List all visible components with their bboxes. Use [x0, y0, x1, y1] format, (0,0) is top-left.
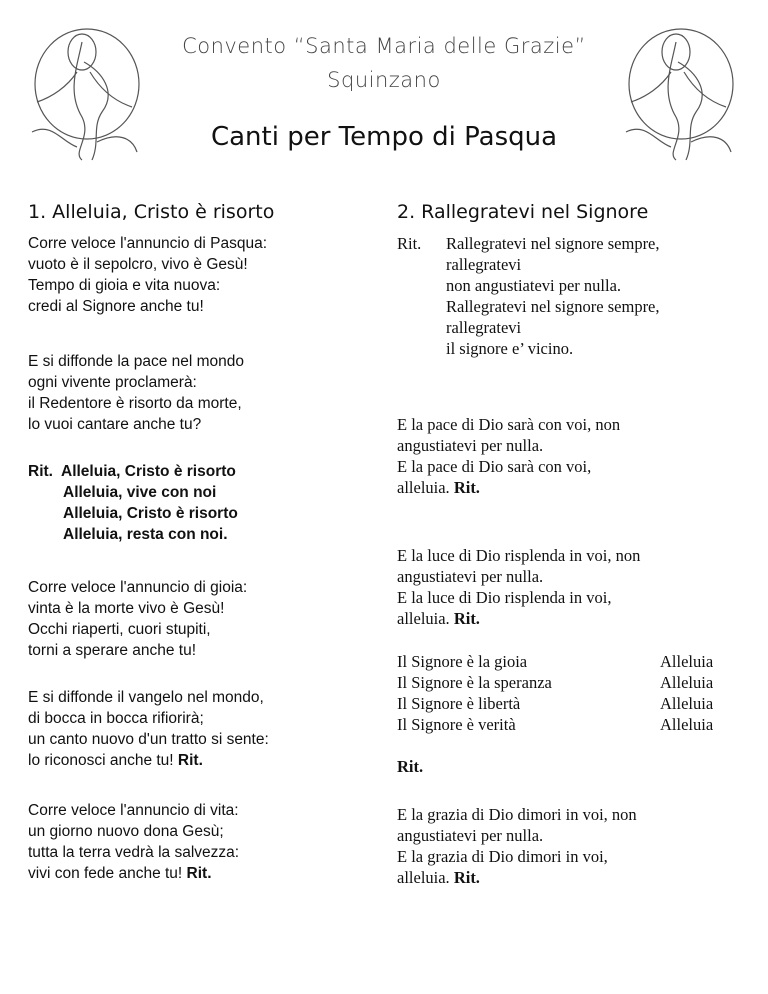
lyric-line: E la luce di Dio risplenda in voi, — [397, 588, 612, 607]
rit-marker: Rit. — [453, 609, 480, 628]
lyric-line: E la pace di Dio sarà con voi, non — [397, 415, 621, 434]
litany-response: Alleluia — [660, 673, 714, 692]
lyric-line: E si diffonde il vangelo nel mondo, — [28, 689, 264, 706]
lyric-line: ogni vivente proclamerà: — [28, 374, 197, 391]
lyric-line: un giorno nuovo dona Gesù; — [28, 823, 224, 840]
song2-title: 2. Rallegratevi nel Signore — [397, 201, 649, 223]
lyric-line: alleluia. — [397, 478, 454, 497]
rit-label: Rit. — [397, 234, 422, 253]
rit-marker: Rit. — [177, 752, 203, 769]
litany-line: Il Signore è la speranza — [397, 673, 552, 692]
rit-marker: Rit. — [453, 478, 480, 497]
song1-refrain — [28, 461, 238, 545]
song2-verse3 — [397, 804, 637, 888]
litany-line: Il Signore è libertà — [397, 694, 521, 713]
song1-verse2 — [28, 351, 244, 435]
lyric-line: angustiatevi per nulla. — [397, 567, 544, 586]
song2-verse1 — [397, 414, 620, 498]
lyric-line: E la pace di Dio sarà con voi, — [397, 457, 592, 476]
song1-verse4 — [28, 687, 269, 771]
song1-verse5 — [28, 800, 239, 884]
song2-verse2 — [397, 545, 640, 629]
lyric-line: E si diffonde la pace nel mondo — [28, 353, 245, 370]
lyric-line: vuoto è il sepolcro, vivo è Gesù! — [28, 256, 248, 273]
lyric-line: Corre veloce l'annuncio di Pasqua: — [28, 235, 268, 252]
refrain-line: rallegratevi — [446, 318, 522, 337]
refrain-line: Alleluia, resta con noi. — [63, 526, 228, 543]
lyric-line: vivi con fede anche tu! — [28, 865, 187, 882]
lyric-line: torni a sperare anche tu! — [28, 642, 197, 659]
lyric-line: E la grazia di Dio dimori in voi, non — [397, 805, 637, 824]
lyric-line: E la grazia di Dio dimori in voi, — [397, 847, 608, 866]
lyric-line: Occhi riaperti, cuori stupiti, — [28, 621, 211, 638]
lyric-line: credi al Signore anche tu! — [28, 298, 204, 315]
lyric-line: di bocca in bocca rifiorirà; — [28, 710, 204, 727]
song1-verse1 — [28, 233, 267, 317]
lyric-line: un canto nuovo d'un tratto si sente: — [28, 731, 269, 748]
rit-marker: Rit. — [186, 865, 212, 882]
song2-rit: Rit. — [397, 757, 424, 776]
town-name: Squinzano — [327, 68, 441, 92]
litany-response: Alleluia — [660, 715, 714, 734]
litany-response: Alleluia — [660, 652, 714, 671]
refrain-line: Rit. Alleluia, Cristo è risorto — [28, 463, 236, 480]
lyric-line: vinta è la morte vivo è Gesù! — [28, 600, 225, 617]
refrain-line: il signore e’ vicino. — [446, 339, 574, 358]
rit-marker: Rit. — [453, 868, 480, 887]
lyric-line: lo riconosci anche tu! — [28, 752, 178, 769]
lyric-line: angustiatevi per nulla. — [397, 436, 544, 455]
refrain-line: Alleluia, vive con noi — [63, 484, 217, 501]
lyric-line: alleluia. — [397, 868, 454, 887]
song1-title: 1. Alleluia, Cristo è risorto — [28, 201, 275, 223]
litany-line: Il Signore è verità — [397, 715, 516, 734]
song2-litany — [397, 651, 732, 735]
lyric-line: tutta la terra vedrà la salvezza: — [28, 844, 240, 861]
refrain-line: non angustiatevi per nulla. — [446, 276, 622, 295]
page-title: Canti per Tempo di Pasqua — [210, 122, 558, 152]
refrain-line: Rallegratevi nel signore sempre, — [446, 297, 660, 316]
lyric-line: il Redentore è risorto da morte, — [28, 395, 242, 412]
lyric-line: Corre veloce l'annuncio di vita: — [28, 802, 239, 819]
refrain-line: rallegratevi — [446, 255, 522, 274]
litany-line: Il Signore è la gioia — [397, 652, 528, 671]
lyric-line: lo vuoi cantare anche tu? — [28, 416, 202, 433]
lyric-line: E la luce di Dio risplenda in voi, non — [397, 546, 641, 565]
song1-verse3 — [28, 577, 247, 661]
lyric-line: Tempo di gioia e vita nuova: — [28, 277, 221, 294]
refrain-line: Rallegratevi nel signore sempre, — [446, 234, 660, 253]
refrain-line: Alleluia, Cristo è risorto — [63, 505, 238, 522]
song2-refrain — [397, 233, 660, 359]
lyric-line: angustiatevi per nulla. — [397, 826, 544, 845]
lyric-line: alleluia. — [397, 609, 454, 628]
lyric-line: Corre veloce l'annuncio di gioia: — [28, 579, 248, 596]
convent-name: Convento “Santa Maria delle Grazie” — [182, 34, 586, 58]
litany-response: Alleluia — [660, 694, 714, 713]
